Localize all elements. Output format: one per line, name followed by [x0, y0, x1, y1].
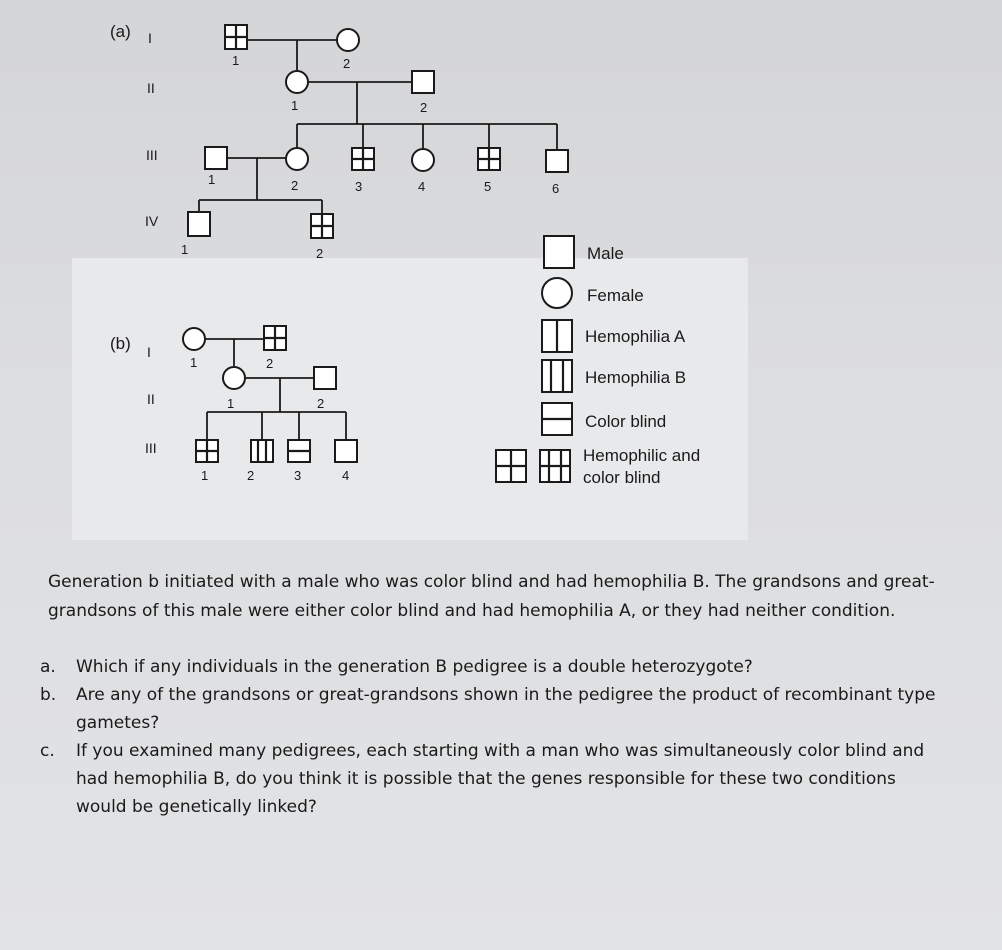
b-II-2-male [314, 367, 336, 389]
pedigree-a-lines [199, 40, 560, 214]
question-b [40, 681, 948, 737]
b-III-1-number: 1 [201, 468, 209, 483]
a-I-1-number: 1 [232, 53, 240, 68]
pedigree-a [110, 22, 568, 261]
a-III-4-number: 4 [418, 179, 426, 194]
a-IV-2-number: 2 [316, 246, 324, 261]
b-I-2-male-hemophilic-colorblind [264, 326, 286, 350]
b-I-1-number: 1 [190, 355, 198, 370]
gen-a-II: II [147, 80, 155, 96]
b-II-2-number: 2 [317, 396, 325, 411]
a-II-1-female [286, 71, 308, 93]
gen-a-I: I [148, 30, 152, 46]
a-II-1-number: 1 [291, 98, 299, 113]
b-III-4-number: 4 [342, 468, 350, 483]
a-III-5-male-hemophilic-colorblind [478, 148, 500, 170]
legend-hemophilia-b-colorblind-icon [540, 450, 570, 482]
a-III-6-number: 6 [552, 181, 560, 196]
a-I-2-female [337, 29, 359, 51]
legend [496, 236, 700, 487]
gen-b-II: II [147, 391, 155, 407]
legend-male-label: Male [587, 244, 624, 263]
b-II-1-female [223, 367, 245, 389]
legend-male-icon [544, 236, 574, 268]
a-IV-1-male [188, 212, 210, 236]
question-list [40, 653, 948, 821]
a-I-1-male-hemophilic-colorblind [225, 25, 247, 49]
a-III-3-male-hemophilic-colorblind [352, 148, 374, 170]
legend-color-blind-icon [542, 403, 572, 435]
question-b-letter: b. [40, 685, 57, 705]
legend-hemophilia-a-icon [542, 320, 572, 352]
legend-hemophilia-b-label: Hemophilia B [585, 368, 687, 387]
question-c-text: If you examined many pedigrees, each starting with a man who was simultaneously color blind and had hemophilia B, do you think it is possible that the genes responsible for these two conditions would be genetically linked? [76, 741, 925, 817]
a-II-2-male [412, 71, 434, 93]
legend-female-label: Female [587, 286, 644, 305]
a-III-4-female [412, 149, 434, 171]
question-c-letter: c. [40, 741, 55, 761]
b-III-2-male-hemophilia-b [251, 440, 273, 462]
a-III-2-number: 2 [291, 178, 299, 193]
b-II-1-number: 1 [227, 396, 235, 411]
gen-a-IV: IV [145, 213, 159, 229]
b-I-1-female [183, 328, 205, 350]
b-III-1-male-hemophilic-colorblind [196, 440, 218, 462]
a-III-3-number: 3 [355, 179, 363, 194]
a-III-5-number: 5 [484, 179, 492, 194]
legend-hemophilic-colorblind-label-2: color blind [583, 468, 661, 487]
pedigree-b [110, 326, 357, 483]
legend-female-icon [542, 278, 572, 308]
gen-b-I: I [147, 344, 151, 360]
a-I-2-number: 2 [343, 56, 351, 71]
question-a [40, 653, 948, 681]
b-III-3-number: 3 [294, 468, 302, 483]
pedigree-b-label: (b) [110, 334, 131, 353]
gen-b-III: III [145, 440, 157, 456]
legend-color-blind-label: Color blind [585, 412, 667, 431]
a-IV-2-male-hemophilic-colorblind [311, 214, 333, 238]
b-III-4-male [335, 440, 357, 462]
a-III-6-male [546, 150, 568, 172]
legend-hemophilia-a-colorblind-icon [496, 450, 526, 482]
a-II-2-number: 2 [420, 100, 428, 115]
question-text-block [40, 568, 948, 821]
legend-hemophilia-b-icon [542, 360, 572, 392]
legend-hemophilia-a-label: Hemophilia A [585, 327, 686, 346]
a-IV-1-number: 1 [181, 242, 189, 257]
question-a-text: Which if any individuals in the generation B pedigree is a double heterozygote? [76, 657, 753, 677]
question-c [40, 737, 948, 821]
a-III-2-female [286, 148, 308, 170]
question-a-letter: a. [40, 657, 56, 677]
b-III-2-number: 2 [247, 468, 255, 483]
a-III-1-male [205, 147, 227, 169]
gen-a-III: III [146, 147, 158, 163]
problem-description: Generation b initiated with a male who was color blind and had hemophilia B. The grandsons and great-grandsons of this male were either color blind and had hemophilia A, or they had neither condition. [48, 572, 935, 621]
legend-hemophilic-colorblind-label-1: Hemophilic and [583, 446, 701, 465]
b-III-3-male-colorblind [288, 440, 310, 462]
b-I-2-number: 2 [266, 356, 274, 371]
pedigree-a-label: (a) [110, 22, 131, 41]
a-III-1-number: 1 [208, 172, 216, 187]
question-b-text: Are any of the grandsons or great-grandsons shown in the pedigree the product of recombinant type gametes? [76, 685, 936, 733]
